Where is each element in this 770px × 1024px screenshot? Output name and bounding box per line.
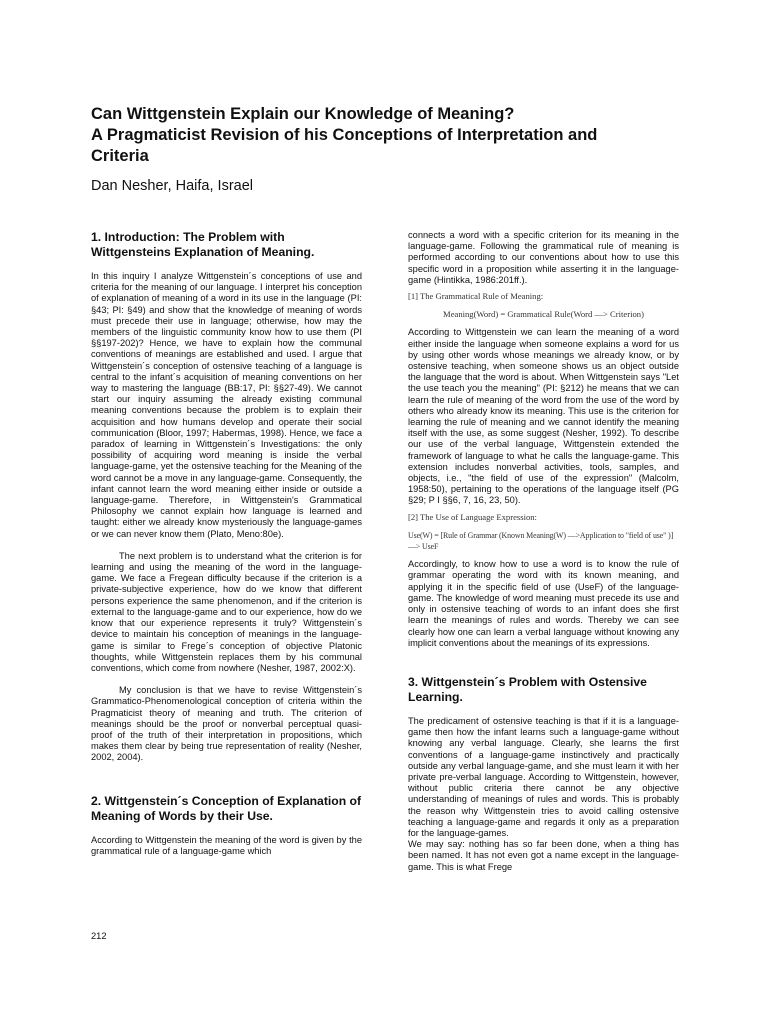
title-line-1: Can Wittgenstein Explain our Knowledge of Meaning? xyxy=(91,105,515,123)
section-1-paragraph-3: My conclusion is that we have to revise Wittgenstein´s Grammatico-Phenomenological conception of criteria within the Pragmaticist theory of meaning and truth. The criterion of meanings should be the proof or nonverbal perceptual quasi-proof of the truth of their interpretation in propositions, which makes them clear by being true representation of reality (Nesher, 2002, 2004). xyxy=(91,685,362,763)
author-line: Dan Nesher, Haifa, Israel xyxy=(91,178,253,194)
page-number: 212 xyxy=(91,931,107,941)
section-2-paragraph-1: According to Wittgenstein the meaning of the word is given by the grammatical rule of a language-game which xyxy=(91,834,362,856)
section-2-heading: 2. Wittgenstein´s Conception of Explanation of Meaning of Words by their Use. xyxy=(91,793,362,823)
section-2-paragraph-3: According to Wittgenstein we can learn the meaning of a word either inside the language when someone explains a word for us by using other words whose meanings we already know, or by ostensive teaching, when someone shows us an object outside the language that the word is about. When Wittgenstein says "Let the use teach you the meaning" (PI: §212) he means that we can learn the rule of meaning of the word from the use of the word by others who already know its meaning. This use is the criterion for learning the rule of meaning and we cannot identify the meaning itself with the use, as some suggest (Nesher, 1992). To describe our use of the verbal language, Wittgenstein extended the framework of language to what he calls the language-game. This extension includes nonverbal activities, tools, samples, and objects, i.e., "the field of use of the expression" (Malcolm, 1958:50), pertaining to the operations of the language itself (PG §29; P I §§6, 7, 16, 23, 50). xyxy=(408,327,679,506)
paper-title xyxy=(91,104,691,167)
block-quote: We may say: nothing has so far been done, when a thing has been named. It has not even got a name except in the language-game. This is what Frege xyxy=(408,839,679,872)
section-3-heading: 3. Wittgenstein´s Problem with Ostensive Learning. xyxy=(408,674,647,704)
section-2-paragraph-2: connects a word with a specific criterion for its meaning in the language-game. Following the grammatical rule of meaning is performed according to our conventions about how to use this specific word in a proposition while asserting it in the language-game (Hintikka, 1986:201ff.). xyxy=(408,230,679,285)
formula-2-title: [2] The Use of Language Expression: xyxy=(408,511,537,522)
right-column xyxy=(408,230,679,873)
section-3-paragraph-1: The predicament of ostensive teaching is that if it is a language-game then how the infant learns such a language-game without knowing any verbal language. Clearly, she learns the first conventions of a language-game instinctively and practically outside any verbal language-game, and she must learn it with her private pre-verbal language. According to Wittgenstein, however, without public criteria there cannot be any objective understanding of meanings of rules and words. This is probably the reason why Wittgenstein tries to avoid calling ostensive teaching a language-game and regards it only as a preparation for the language-games. xyxy=(408,715,679,838)
section-1-paragraph-2: The next problem is to understand what the criterion is for learning and using the meaning of the word in the language-game. We face a Fregean difficulty because if the criterion is a private-subjective experience, how do we know that different persons experience the same phenomenon, and if the criterion is external to the language-game and to our experience, how do we know that our experience represents it truly? Wittgenstein´s device to maintain his conception of meanings in the language-game is similar to Frege´s conception of objective Platonic thoughts, while Wittgenstein replaces them by his communal conventions, which come from nowhere (Nesher, 1987, 2002:X). xyxy=(91,550,362,673)
formula-1: Meaning(Word) = Grammatical Rule(Word —> Criterion) xyxy=(443,309,644,320)
section-1-paragraph-1: In this inquiry I analyze Wittgenstein´s conceptions of use and criteria for the meaning of our language. I interpret his conception of explanation of meaning of a word in its use in the language (PI: §43; PI: §49) and show that the knowledge of meaning of words must precede their use in language; otherwise, how may the members of the linguistic community know how to use them (PI §§197-202)? Hence, we have to explain how the communal conventions of meanings are established and used. I argue that Wittgenstein´s conception of ostensive teaching of a language is central to the infant´s acquisition of meaning conventions on her way to mastering the language (BB:17, PI: §§27-49). We cannot start our inquiry assuming the already existing communal meaning conventions because the problem is to explain their acquisition and how humans develop and operate their social communication (Bloor, 1997; Habermas, 1998). Hence, we face a paradox of learning in Wittgenstein´s Investigations: the only possibility of acquiring word meaning is inside the verbal language-game, yet the ostensive teaching for the Meaning of the word cannot be a move in any language-game. Consequently, the infant cannot learn the word meaning either inside or outside a language-game. Therefore, in Wittgenstein's Grammatical Philosophy we cannot explain how language is learned and taught: either we already know mysteriously the language-games or we can never know them (Plato, Meno:80e). xyxy=(91,271,362,539)
formula-1-title: [1] The Grammatical Rule of Meaning: xyxy=(408,291,544,302)
section-1-heading: 1. Introduction: The Problem with Wittgensteins Explanation of Meaning. xyxy=(91,230,315,259)
title-line-3: Criteria xyxy=(91,147,149,165)
left-column xyxy=(91,230,362,857)
section-2-paragraph-4: Accordingly, to know how to use a word is to know the rule of grammar operating the word with its known meaning, and applying it in the specific field of use (UseF) of the language-game. The knowledge of word meaning must precede its use and only in ostensive teaching of words to an infant does she first learn the meanings of rules and words. Thereby we can see clearly how one can learn a verbal language without knowing any implicit conventions about the meanings of its expressions. xyxy=(408,559,679,648)
formula-2: Use(W) = [Rule of Grammar (Known Meaning(W) —>Application to "field of use" )] —> UseF xyxy=(408,530,674,552)
title-line-2: A Pragmaticist Revision of his Conceptions of Interpretation and xyxy=(91,126,598,144)
